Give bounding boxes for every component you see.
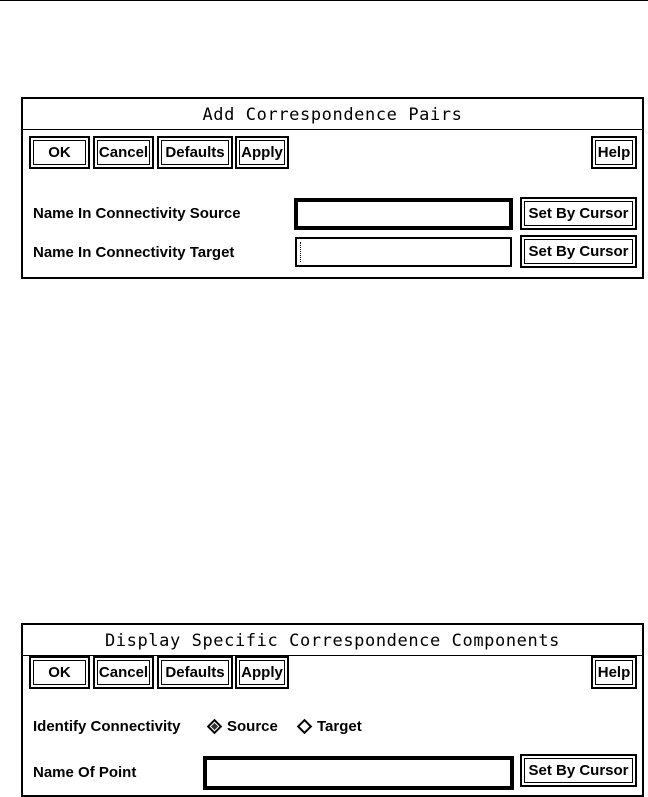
target-set-by-cursor-button[interactable]: Set By Cursor [520, 235, 637, 268]
defaults-button[interactable]: Defaults [157, 136, 233, 169]
point-name-label: Name Of Point [33, 764, 137, 781]
identify-connectivity-label: Identify Connectivity [33, 718, 181, 735]
cancel-button[interactable]: Cancel [93, 136, 154, 169]
dialog-title: Display Specific Correspondence Components [23, 625, 642, 656]
radio-source-label: Source [227, 718, 278, 735]
help-button[interactable]: Help [591, 656, 637, 689]
target-name-label: Name In Connectivity Target [33, 244, 235, 261]
radio-unselected-icon [297, 719, 313, 735]
radio-target[interactable] [295, 718, 362, 735]
point-set-by-cursor-button[interactable]: Set By Cursor [520, 754, 637, 787]
radio-source[interactable] [205, 718, 278, 735]
add-correspondence-pairs-dialog [21, 97, 644, 279]
cancel-button[interactable]: Cancel [93, 656, 154, 689]
dialog-title: Add Correspondence Pairs [23, 99, 642, 130]
help-button[interactable]: Help [591, 136, 637, 169]
source-name-input[interactable] [294, 198, 513, 230]
target-name-input[interactable] [295, 237, 512, 267]
defaults-button[interactable]: Defaults [157, 656, 233, 689]
apply-button[interactable]: Apply [235, 136, 289, 169]
source-set-by-cursor-button[interactable]: Set By Cursor [520, 197, 637, 230]
ok-button[interactable]: OK [29, 136, 90, 169]
ok-button[interactable]: OK [29, 656, 90, 689]
radio-target-label: Target [317, 718, 362, 735]
source-name-label: Name In Connectivity Source [33, 205, 241, 222]
page-top-rule [0, 0, 648, 1]
text-cursor-icon [300, 242, 304, 262]
display-correspondence-components-dialog [21, 623, 644, 797]
apply-button[interactable]: Apply [235, 656, 289, 689]
radio-selected-icon [207, 719, 223, 735]
point-name-input[interactable] [203, 756, 514, 790]
